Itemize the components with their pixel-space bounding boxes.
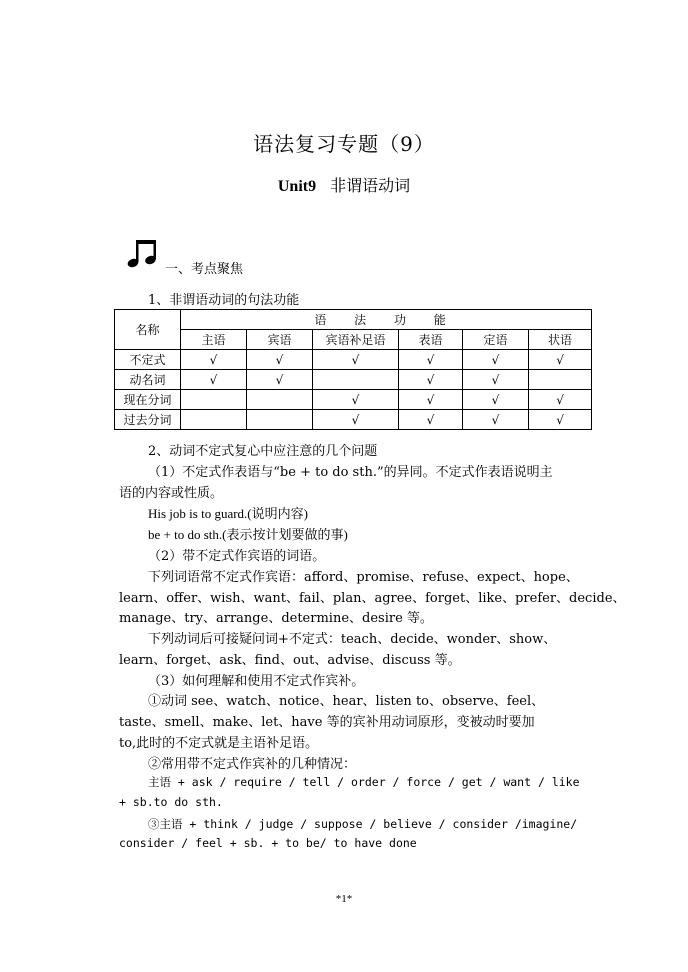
check-mark-icon: √	[399, 390, 463, 410]
empty-cell	[247, 410, 313, 430]
empty-cell	[313, 370, 399, 390]
check-mark-icon: √	[399, 410, 463, 430]
empty-cell	[247, 390, 313, 410]
paragraph-line: consider / feel + sb. + to be/ to have done	[119, 836, 417, 850]
paragraph-line: manage、try、arrange、determine、desire 等。	[119, 611, 433, 626]
row-name-cell: 现在分词	[115, 390, 181, 410]
paragraph-line: ②常用带不定式作宾补的几种情况：	[148, 757, 357, 772]
row-name-cell: 不定式	[115, 350, 181, 370]
check-mark-icon: √	[313, 410, 399, 430]
check-mark-icon: √	[529, 350, 592, 370]
name-header-cell: 名称	[115, 310, 181, 350]
check-mark-icon: √	[399, 350, 463, 370]
item-heading-1: 1、非谓语动词的句法功能	[148, 293, 300, 308]
check-mark-icon: √	[463, 370, 529, 390]
table-header-row	[115, 310, 592, 330]
row-name-cell: 过去分词	[115, 410, 181, 430]
paragraph-line: + sb.to do sth.	[119, 795, 223, 809]
column-header: 宾语	[247, 330, 313, 350]
check-mark-icon: √	[463, 350, 529, 370]
paragraph-line: learn、offer、wish、want、fail、plan、agree、forget、like、prefer、decide、	[119, 591, 626, 606]
unit-topic: 非谓语动词	[330, 176, 411, 195]
paragraph-line: （3）如何理解和使用不定式作宾补。	[148, 674, 365, 689]
check-mark-icon: √	[181, 350, 247, 370]
page-title: 语法复习专题（9）	[253, 132, 435, 156]
paragraph-line: （2）带不定式作宾语的词语。	[148, 549, 326, 564]
music-note-icon	[124, 236, 160, 272]
table-row	[115, 370, 592, 390]
page-number: *1*	[335, 893, 353, 905]
check-mark-icon: √	[181, 370, 247, 390]
table-column-row	[115, 330, 592, 350]
check-mark-icon: √	[529, 390, 592, 410]
paragraph-line: learn、forget、ask、find、out、advise、discuss 等。	[119, 653, 461, 668]
check-mark-icon: √	[313, 390, 399, 410]
column-header: 表语	[399, 330, 463, 350]
check-mark-icon: √	[463, 410, 529, 430]
table-row	[115, 390, 592, 410]
check-mark-icon: √	[463, 390, 529, 410]
paragraph-line: ①动词 see、watch、notice、hear、listen to、observe、feel、	[148, 694, 545, 709]
check-mark-icon: √	[247, 370, 313, 390]
row-name-cell: 动名词	[115, 370, 181, 390]
paragraph-line: 主语 + ask / require / tell / order / force / get / want / like	[148, 775, 580, 789]
check-mark-icon: √	[399, 370, 463, 390]
paragraph-line: 下列动词后可接疑问词+不定式：teach、decide、wonder、show、	[148, 632, 557, 647]
column-header: 定语	[463, 330, 529, 350]
empty-cell	[529, 370, 592, 390]
paragraph-line: ③主语 + think / judge / suppose / believe / consider /imagine/	[148, 817, 578, 831]
paragraph-line: to,此时的不定式就是主语补足语。	[119, 736, 319, 751]
paragraph-line: 语的内容或性质。	[119, 486, 224, 501]
page-subtitle	[0, 173, 688, 196]
column-header: 状语	[529, 330, 592, 350]
empty-cell	[181, 390, 247, 410]
paragraph-line: taste、smell、make、let、have 等的宾补用动词原形，变被动时要加	[119, 715, 535, 730]
group-header-cell: 语 法 功 能	[181, 310, 592, 330]
example-line: His job is to guard.(说明内容)	[148, 506, 308, 521]
column-header: 主语	[181, 330, 247, 350]
item-heading-2: 2、动词不定式复心中应注意的几个问题	[148, 444, 378, 459]
section-heading: 一、考点聚焦	[165, 262, 244, 277]
example-line: be + to do sth.(表示按计划要做的事)	[148, 527, 348, 542]
empty-cell	[181, 410, 247, 430]
table-row	[115, 350, 592, 370]
paragraph-line: 下列词语常不定式作宾语：afford、promise、refuse、expect、hope、	[148, 570, 579, 585]
syntax-function-table	[114, 309, 592, 430]
column-header: 宾语补足语	[313, 330, 399, 350]
paragraph-line: （1）不定式作表语与“be + to do sth.”的异同。不定式作表语说明主	[148, 465, 553, 480]
check-mark-icon: √	[529, 410, 592, 430]
check-mark-icon: √	[247, 350, 313, 370]
table-row	[115, 410, 592, 430]
unit-label: Unit9	[277, 178, 317, 195]
check-mark-icon: √	[313, 350, 399, 370]
